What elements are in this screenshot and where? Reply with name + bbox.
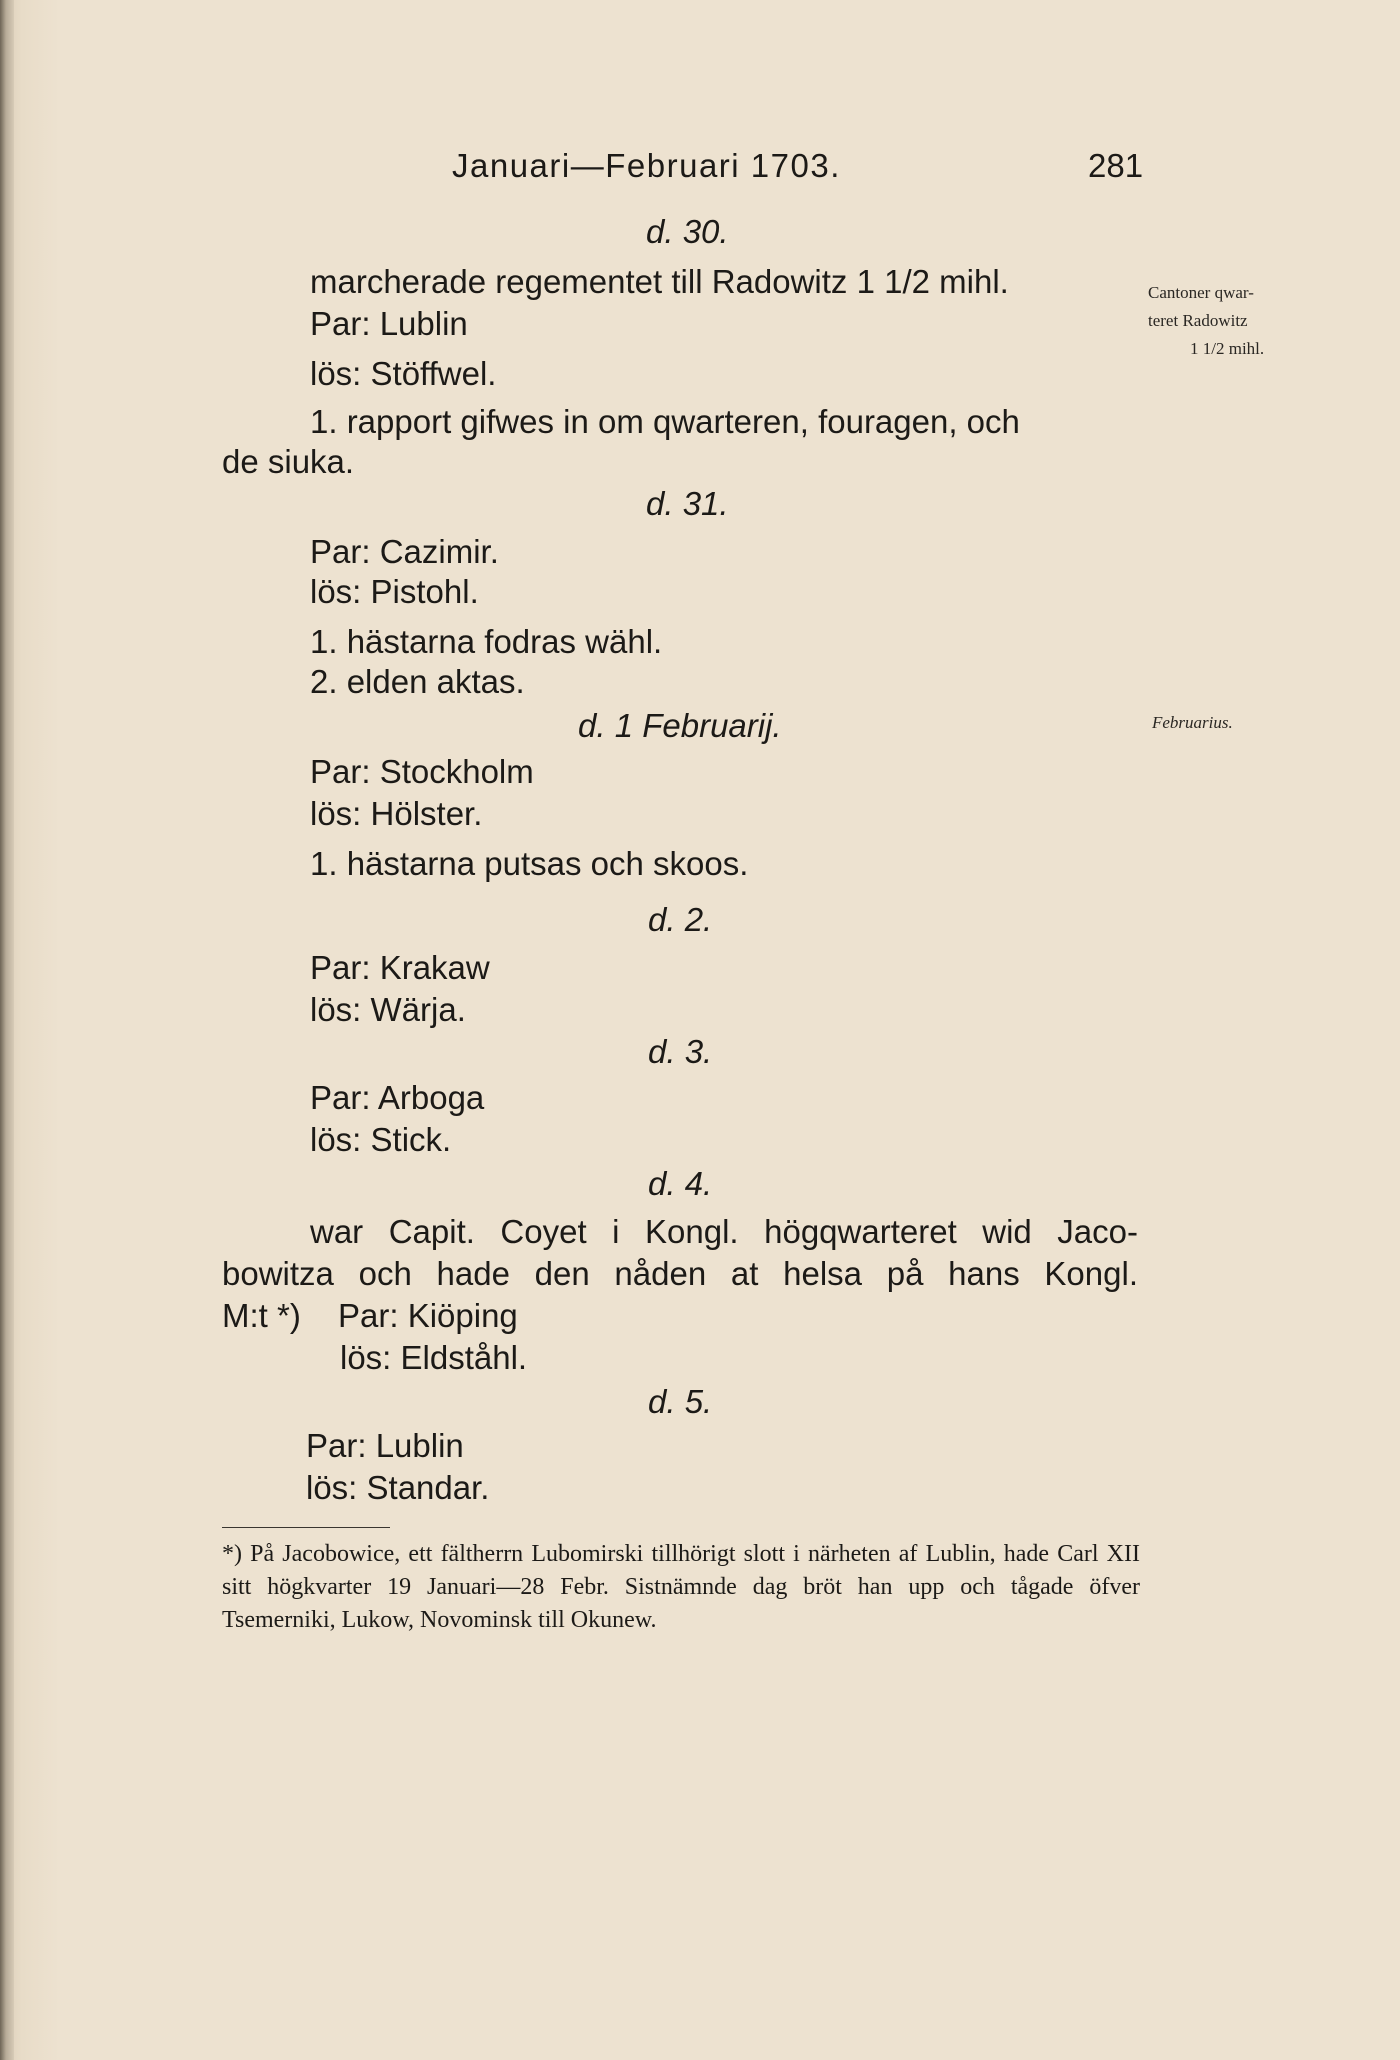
entry-text	[310, 262, 1009, 302]
date-heading: d. 5.	[648, 1383, 713, 1420]
password-par: Par: Kiöping	[338, 1297, 518, 1334]
password-par: Par: Arboga	[310, 1079, 485, 1116]
entry-text: bowitza och hade den nåden at helsa på hans Kongl.	[222, 1255, 1138, 1292]
order-item: 2. elden aktas.	[310, 663, 525, 700]
password-los: lös: Stick.	[310, 1121, 452, 1158]
footnote: *) På Jacobowice, ett fältherrn Lubomirski tillhörigt slott i närheten af Lublin, hade Carl XII sitt högkvarter 19 Januari—28 Febr. Sistnämnde dag bröt han upp och tågade öfver Tsemerniki, Lukow, Novominsk till Okunew.	[222, 1541, 1140, 1633]
margin-note-month: Februarius.	[1152, 713, 1233, 732]
running-header: Januari—Februari 1703.	[452, 147, 841, 184]
password-par: Par: Krakaw	[310, 949, 490, 986]
date-heading: d. 1 Februarij.	[578, 707, 782, 744]
page-number: 281	[1088, 147, 1144, 184]
password-los: lös: Standar.	[306, 1469, 490, 1506]
password-par: Par: Stockholm	[310, 753, 534, 790]
order-item: 1. rapport gifwes in om qwarteren, fouragen, och	[310, 403, 1020, 440]
date-heading: d. 2.	[648, 901, 713, 938]
password-par: Par: Lublin	[306, 1427, 464, 1464]
binding-edge	[0, 0, 14, 2060]
entry-text: M:t *)	[222, 1297, 301, 1334]
fraction: 1/2	[884, 263, 930, 300]
margin-note: Cantoner qwar-	[1148, 283, 1254, 302]
password-los: lös: Wärja.	[310, 991, 466, 1028]
margin-note: teret Radowitz	[1148, 311, 1248, 330]
password-los: lös: Stöffwel.	[310, 355, 497, 392]
password-par: Par: Lublin	[310, 305, 468, 342]
footnote-rule	[222, 1527, 390, 1528]
margin-note: 1 1/2 mihl.	[1190, 339, 1265, 358]
entry-text-part: mihl.	[929, 263, 1009, 300]
date-heading: d. 3.	[648, 1033, 713, 1070]
password-par: Par: Cazimir.	[310, 533, 499, 570]
date-heading: d. 4.	[648, 1165, 713, 1202]
password-los: lös: Hölster.	[310, 795, 483, 832]
entry-text-part: marcherade regementet till Radowitz 1	[310, 263, 885, 300]
order-item: 1. hästarna putsas och skoos.	[310, 845, 749, 882]
password-los: lös: Eldståhl.	[340, 1339, 528, 1376]
entry-text: war Capit. Coyet i Kongl. högqwarteret wid Jaco-	[310, 1213, 1138, 1250]
order-item: 1. hästarna fodras wähl.	[310, 623, 663, 660]
order-item-continued: de siuka.	[222, 443, 355, 480]
password-los: lös: Pistohl.	[310, 573, 479, 610]
date-heading: d. 31.	[646, 485, 729, 522]
date-heading: d. 30.	[646, 213, 729, 250]
